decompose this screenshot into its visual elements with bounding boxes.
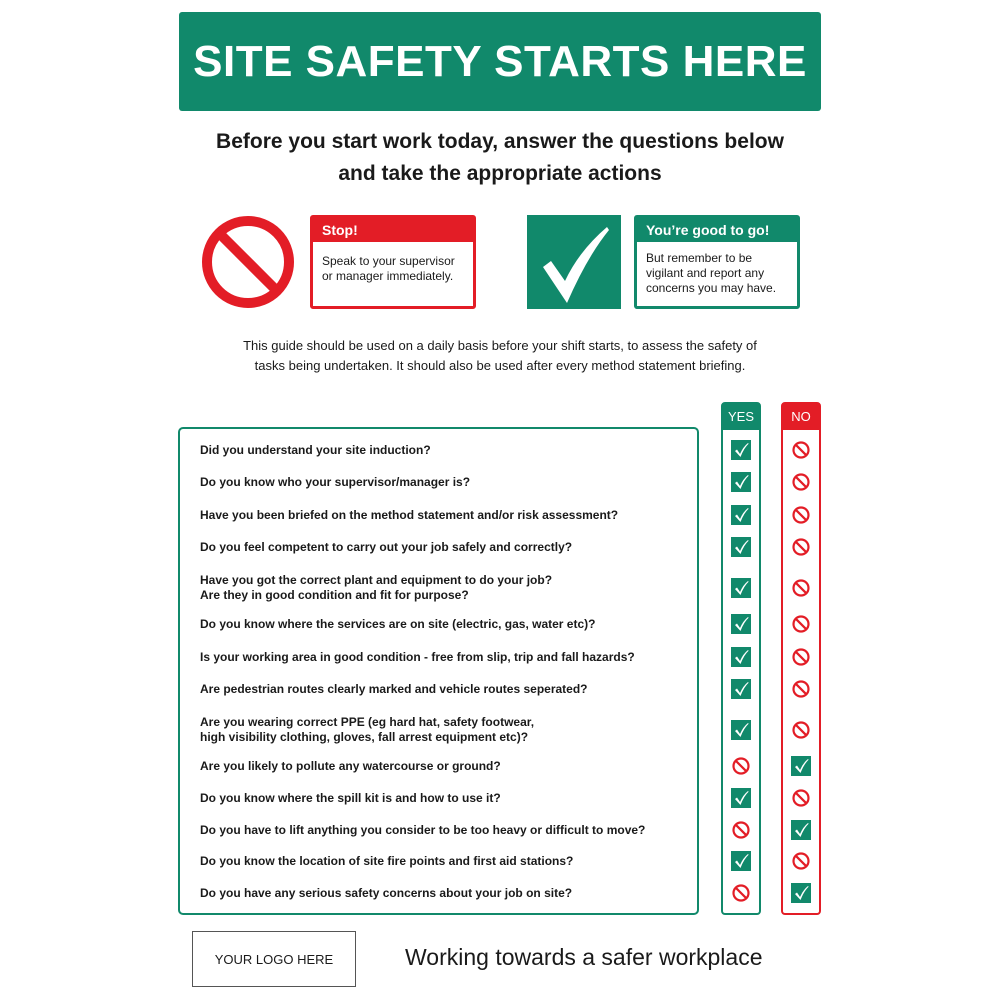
question-text: Do you have any serious safety concerns about your job on site? xyxy=(200,885,573,900)
tick-icon xyxy=(731,505,751,525)
question-text: Are they in good condition and fit for purpose? xyxy=(200,588,469,602)
page-title: SITE SAFETY STARTS HERE xyxy=(193,36,807,86)
tick-icon xyxy=(731,578,751,598)
guide-text xyxy=(200,336,800,376)
tick-icon xyxy=(731,614,751,634)
subtitle-line: and take the appropriate actions xyxy=(338,162,662,185)
tick-icon xyxy=(791,756,811,776)
prohibition-icon xyxy=(791,472,811,492)
tick-icon xyxy=(731,440,751,460)
question-row xyxy=(200,508,695,523)
question-row xyxy=(200,650,695,665)
prohibition-icon xyxy=(791,505,811,525)
tick-icon xyxy=(731,788,751,808)
no-column-header: NO xyxy=(783,404,819,430)
go-heading: You’re good to go! xyxy=(637,218,797,242)
prohibition-icon xyxy=(791,679,811,699)
question-text: Did you understand your site induction? xyxy=(200,442,431,457)
prohibition-icon xyxy=(791,720,811,740)
logo-placeholder xyxy=(192,931,356,987)
prohibition-icon xyxy=(791,537,811,557)
question-text: Are you likely to pollute any watercourse or ground? xyxy=(200,758,501,773)
question-text: Have you got the correct plant and equipment to do your job? xyxy=(200,573,553,587)
question-text: Do you feel competent to carry out your job safely and correctly? xyxy=(200,539,573,554)
question-row xyxy=(200,682,695,697)
tick-icon xyxy=(791,820,811,840)
question-row xyxy=(200,854,695,869)
question-row xyxy=(200,715,695,745)
prohibition-icon xyxy=(731,883,751,903)
subtitle-line: Before you start work today, answer the questions below xyxy=(216,130,784,153)
tick-icon xyxy=(731,647,751,667)
question-row xyxy=(200,475,695,490)
prohibition-icon xyxy=(791,614,811,634)
prohibition-icon xyxy=(201,215,295,309)
tick-icon xyxy=(731,720,751,740)
subtitle xyxy=(150,126,850,190)
go-info-box xyxy=(634,215,800,309)
tick-icon xyxy=(731,851,751,871)
question-row xyxy=(200,443,695,458)
stop-info-box xyxy=(310,215,476,309)
question-text: Do you know where the spill kit is and how to use it? xyxy=(200,790,501,805)
prohibition-icon xyxy=(791,578,811,598)
question-text: Have you been briefed on the method statement and/or risk assessment? xyxy=(200,507,619,522)
question-text: Do you know who your supervisor/manager is? xyxy=(200,474,471,489)
stop-body xyxy=(313,242,473,284)
yes-column-header: YES xyxy=(723,404,759,430)
question-row xyxy=(200,823,695,838)
question-row xyxy=(200,617,695,632)
logo-placeholder-text: YOUR LOGO HERE xyxy=(214,951,334,967)
stop-heading: Stop! xyxy=(313,218,473,242)
tick-icon xyxy=(791,883,811,903)
tick-icon xyxy=(731,472,751,492)
tick-icon xyxy=(731,679,751,699)
stop-text-line: Speak to your supervisor xyxy=(322,254,455,268)
question-text: Do you know where the services are on site (electric, gas, water etc)? xyxy=(200,616,596,631)
question-row xyxy=(200,886,695,901)
guide-line: This guide should be used on a daily basis before your shift starts, to assess the safety of xyxy=(243,338,757,353)
go-text-line: vigilant and report any xyxy=(646,266,765,280)
prohibition-icon xyxy=(731,820,751,840)
prohibition-icon xyxy=(731,756,751,776)
question-text: Do you know the location of site fire points and first aid stations? xyxy=(200,853,574,868)
question-text: Is your working area in good condition - free from slip, trip and fall hazards? xyxy=(200,649,635,664)
go-text-line: But remember to be xyxy=(646,251,753,265)
prohibition-icon xyxy=(791,647,811,667)
question-text: Are pedestrian routes clearly marked and vehicle routes seperated? xyxy=(200,681,588,696)
question-row xyxy=(200,573,695,603)
check-icon xyxy=(527,215,621,309)
guide-line: tasks being undertaken. It should also be used after every method statement briefing. xyxy=(254,358,746,373)
questions-panel xyxy=(178,427,699,915)
go-text-line: concerns you may have. xyxy=(646,281,777,295)
footer-slogan: Working towards a safer workplace xyxy=(405,944,763,970)
question-row xyxy=(200,540,695,555)
question-text: Do you have to lift anything you consider to be too heavy or difficult to move? xyxy=(200,822,646,837)
stop-text-line: or manager immediately. xyxy=(322,269,454,283)
go-body xyxy=(637,242,797,296)
prohibition-icon xyxy=(791,851,811,871)
question-text: high visibility clothing, gloves, fall arrest equipment etc)? xyxy=(200,730,529,744)
question-row xyxy=(200,791,695,806)
prohibition-icon xyxy=(791,788,811,808)
prohibition-icon xyxy=(791,440,811,460)
question-row xyxy=(200,759,695,774)
tick-icon xyxy=(731,537,751,557)
question-text: Are you wearing correct PPE (eg hard hat, safety footwear, xyxy=(200,715,535,729)
title-banner xyxy=(179,12,821,111)
